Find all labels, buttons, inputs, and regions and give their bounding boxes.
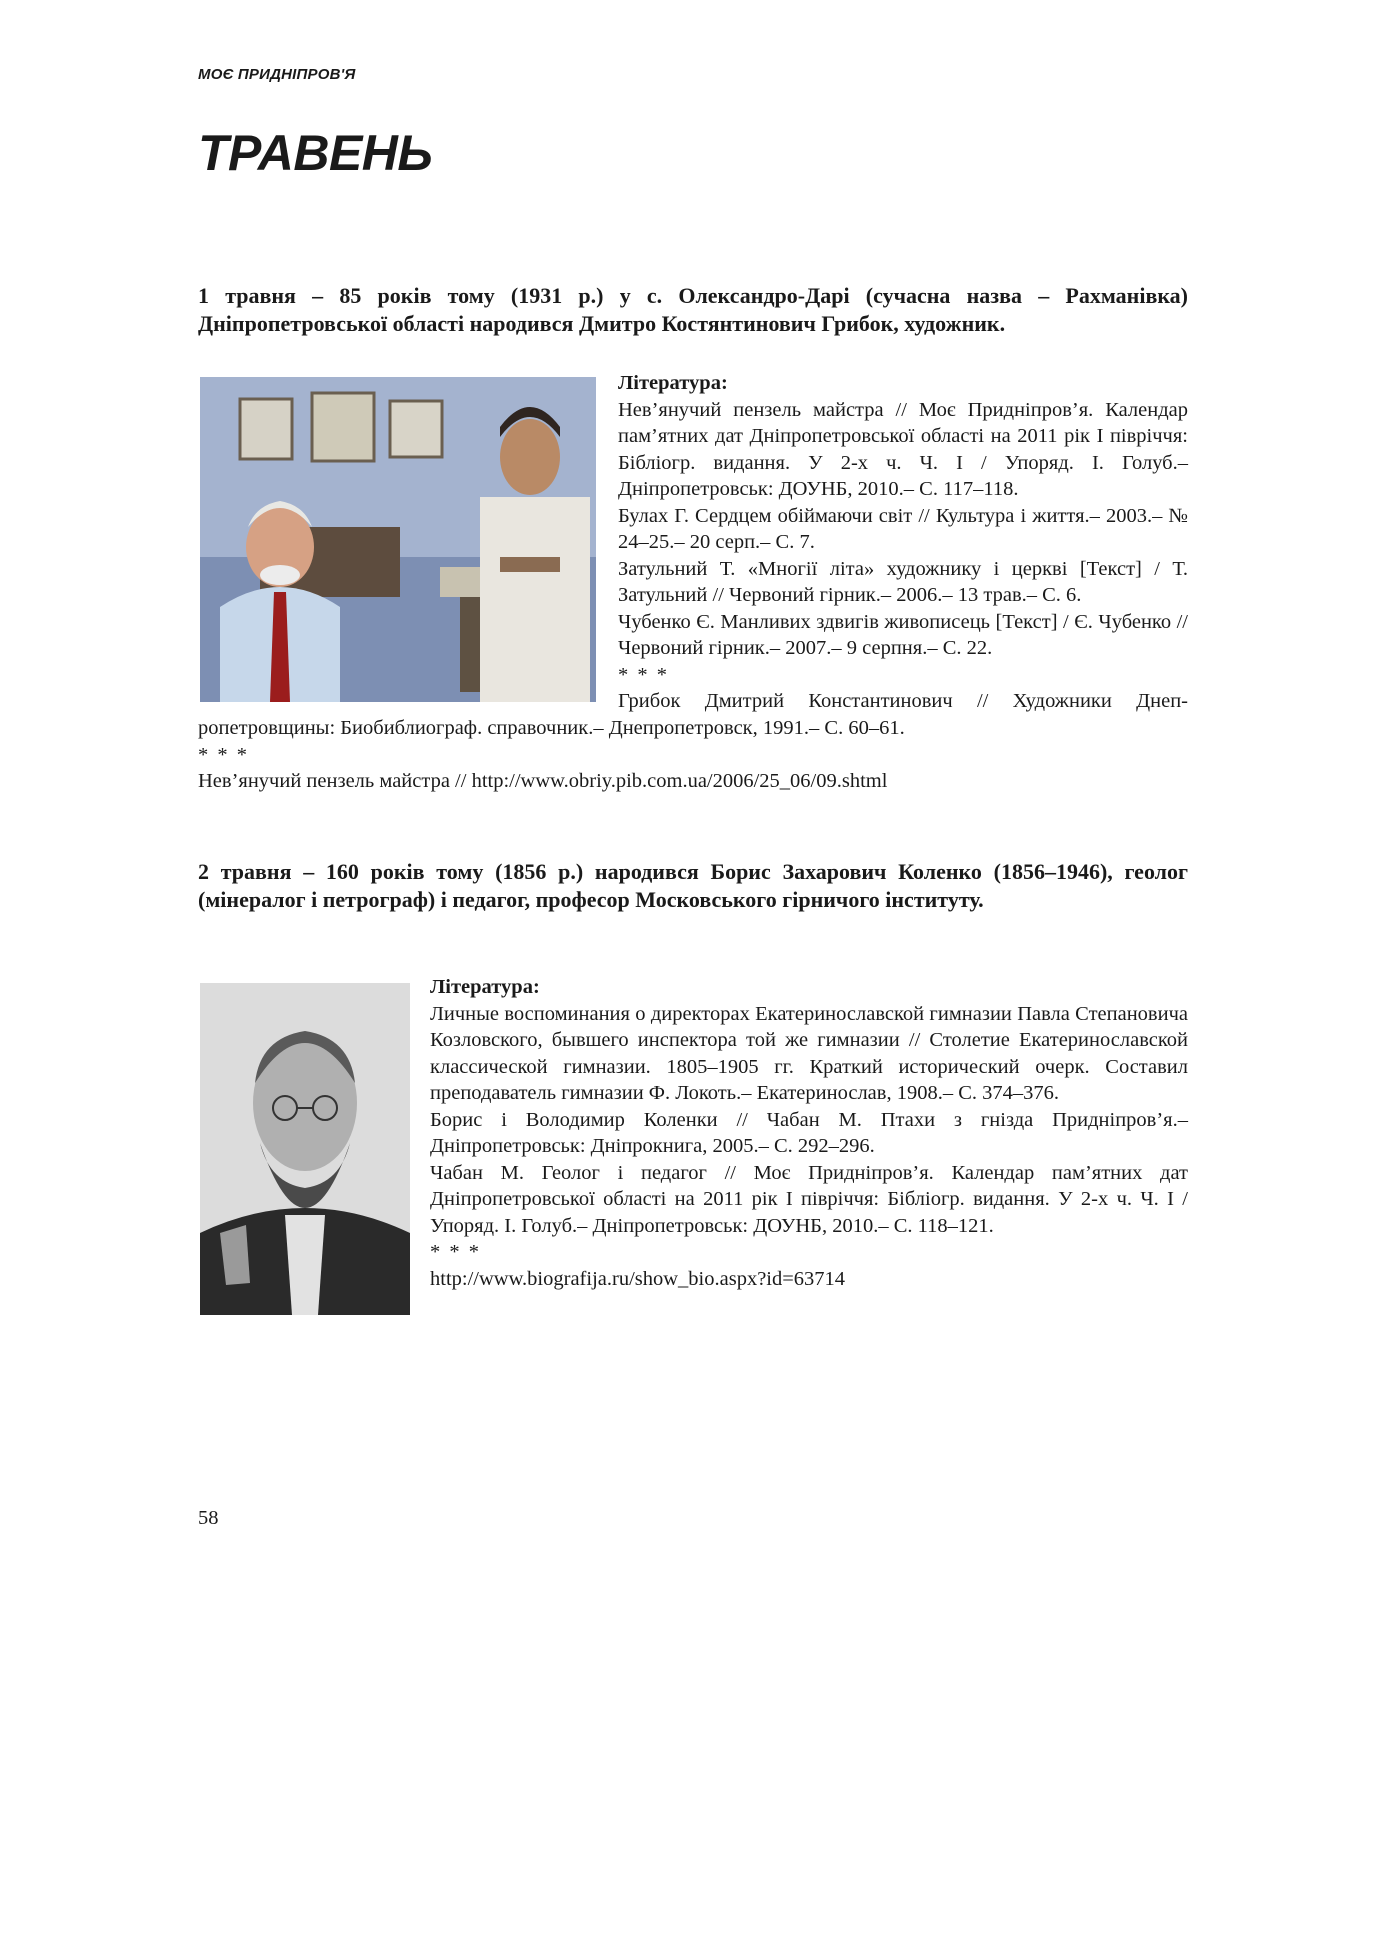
literature-label: Література: [618, 372, 728, 394]
reference-item: Грибок Дмитрий Константинович // Художники Днеп- [618, 690, 1188, 712]
literature-continuation-1 [198, 715, 1188, 795]
entry-heading-1: 1 травня – 85 років тому (1931 р.) у с. Олександро-Дарі (сучасна назва – Рахманівка) Дніпропетровської області народився Дмитро Костянтинович Грибок, художник. [198, 283, 1188, 336]
separator: * * * [618, 663, 669, 686]
literature-block-1 [618, 370, 1188, 715]
reference-item: Нев’янучий пензель майстра // Моє Придніпров’я. Календар пам’ятних дат Дніпропетровської області на 2011 рік І півріччя: Бібліогр. видання. У 2-х ч. Ч. І / Упоряд. І. Голуб.– Дніпропетровськ: ДОУНБ, 2010.– С. 117–118. [618, 398, 1188, 500]
painting-image [200, 377, 596, 702]
reference-item: Чубенко Є. Манливих здвигів живописець [Текст] / Є. Чубенко // Червоний гірник.– 2007.– 9 серпня.– С. 22. [618, 610, 1188, 659]
reference-item: Затульний Т. «Многії літа» художнику і церкві [Текст] / Т. Затульний // Червоний гірник.– 2006.– 13 трав.– С. 6. [618, 557, 1188, 606]
separator: * * * [430, 1241, 481, 1263]
page-number: 58 [198, 1507, 219, 1529]
portrait-photo [200, 983, 410, 1315]
web-reference: Нев’янучий пензель майстра // http://www.obriy.pib.com.ua/2006/25_06/09.shtml [198, 770, 888, 792]
entry-heading-2: 2 травня – 160 років тому (1856 р.) народився Борис Захарович Коленко (1856–1946), геолог (мінералог і петрограф) і педагог, професор Московського гірничого інституту. [198, 859, 1188, 912]
page-title: ТРАВЕНЬ [198, 125, 433, 181]
literature-block-2 [430, 974, 1188, 1292]
reference-item: Личные воспоминания о директорах Екатеринославской гимназии Павла Степановича Козловского, бывшего инспектора той же гимназии // Столетие Екатеринославской классической гимназии. 1805–1905 гг. Краткий исторический очерк. Составил преподаватель гимназии Ф. Локоть.– Екатеринослав, 1908.– С. 374–376. [430, 1002, 1188, 1104]
reference-item: Чабан М. Геолог і педагог // Моє Придніпров’я. Календар пам’ятних дат Дніпропетровської області на 2011 рік І півріччя: Бібліогр. видання. У 2-х ч. Ч. І / Упоряд. І. Голуб.– Дніпропетровськ: ДОУНБ, 2010.– С. 118–121. [430, 1161, 1188, 1237]
reference-item: Булах Г. Сердцем обіймаючи світ // Культура і життя.– 2003.– № 24–25.– 20 серп.– С. 7. [618, 504, 1188, 553]
literature-label: Література: [430, 976, 540, 998]
running-header: МОЄ ПРИДНІПРОВ'Я [198, 66, 356, 83]
web-reference: http://www.biografija.ru/show_bio.aspx?id=63714 [430, 1267, 846, 1290]
separator: * * * [198, 743, 249, 766]
reference-item: Борис і Володимир Коленки // Чабан М. Птахи з гнізда Придніпров’я.– Дніпропетровськ: Дніпрокнига, 2005.– С. 292–296. [430, 1108, 1188, 1157]
reference-item-continuation: ропетровщины: Биобиблиограф. справочник.– Днепропетровск, 1991.– С. 60–61. [198, 717, 905, 739]
